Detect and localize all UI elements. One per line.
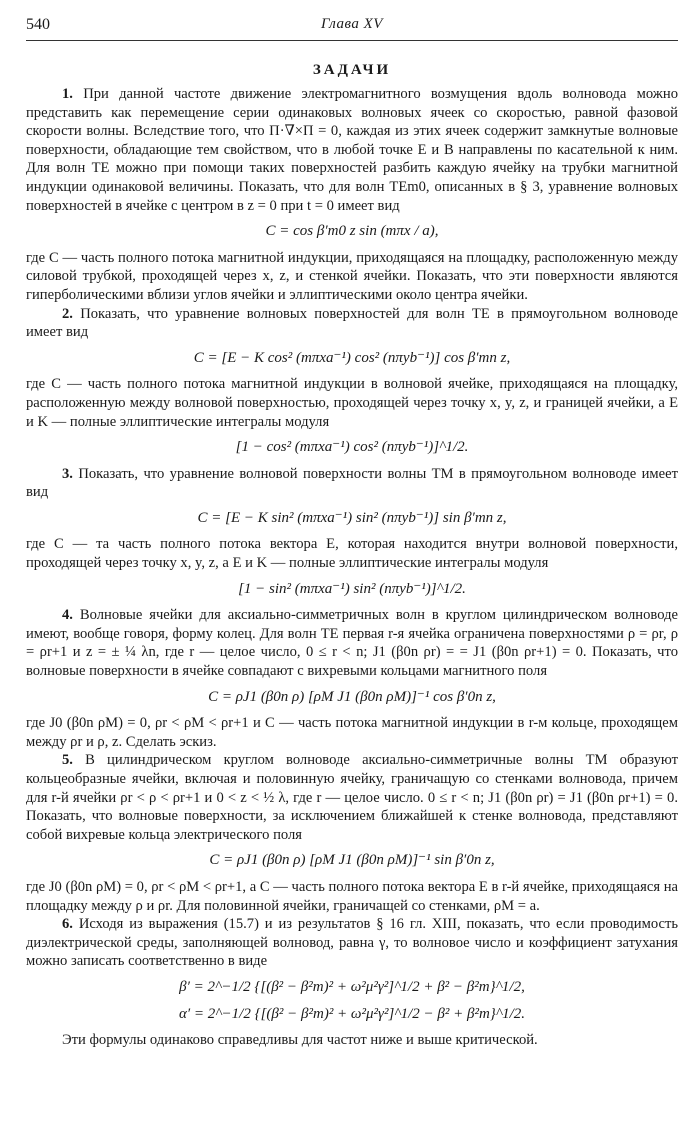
problem-number: 1. (62, 86, 73, 102)
problem-3-continuation: где C — та часть полного потока вектора E, которая находится внутри волновой поверхности, проходящей через точку x, y, z, а E и K — полные эллиптические интегралы модуля (26, 536, 678, 572)
problem-2-continuation: где C — часть полного потока магнитной индукции в волновой ячейке, приходящаяся на площадку, расположенную между волновой поверхностью, проходящей через точку x, y, z, и границей ячейки, а E и K — полные эллиптические интегралы модуля (26, 376, 678, 430)
section-title: ЗАДАЧИ (312, 62, 392, 78)
problem-4 (26, 606, 678, 751)
problem-1-statement (26, 85, 678, 215)
formula: [1 − cos² (mπxa⁻¹) cos² (nπyb⁻¹)]^1/2. (235, 439, 469, 456)
problem-number: 3. (62, 465, 73, 482)
problem-number: 5. (62, 752, 73, 769)
problem-3 (26, 465, 678, 599)
problem-6-statement (26, 915, 678, 971)
problem-1 (26, 85, 678, 305)
problem-number: 4. (62, 607, 73, 624)
problem-2 (26, 305, 678, 457)
formula: C = cos β′m0 z sin (mπx / a), (265, 223, 439, 240)
chapter-title: Глава XV (321, 16, 383, 32)
problem-number: 2. (62, 305, 73, 322)
problem-5 (26, 751, 678, 915)
problem-5-statement (26, 751, 678, 844)
page-header (26, 0, 678, 40)
formula: C = [E − K sin² (mπxa⁻¹) sin² (nπyb⁻¹)] sin β′mn z, (197, 509, 507, 526)
problem-4-statement (26, 606, 678, 680)
formula: β′ = 2^−1/2 {[(β² − β²m)² + ω²μ²γ²]^1/2 + β² − β²m}^1/2, (179, 978, 525, 995)
problem-text: При данной частоте движение электромагнитного возмущения вдоль волновода можно представить как перемещение серии одинаковых волновых ячеек со скоростью, равной фазовой скорости волны. Вследствие того, что Π·∇×Π = 0, каждая из этих ячеек содержит замкнутые волновые поверхности, обладающие тем свойством, что в любой точке E и B направлены по касательной к ним. Для волн TE можно при помощи таких поверхностей разбить каждую ячейку на трубки магнитной индукции одинаковой величины. Показать, что для волн TEm0, описанных в § 3, уравнение волновых поверхностей в ячейке с центром в z = 0 при t = 0 имеет вид (26, 86, 679, 214)
problem-6 (26, 915, 678, 1023)
formula: C = ρJ1 (β0n ρ) [ρM J1 (β0n ρM)]⁻¹ sin β′0n z, (209, 852, 495, 869)
problem-number: 6. (62, 916, 73, 933)
formula: α′ = 2^−1/2 {[(β² − β²m)² + ω²μ²γ²]^1/2 − β² + β²m}^1/2. (178, 1005, 526, 1022)
page-number: 540 (26, 16, 50, 33)
problem-text: Показать, что уравнение волновых поверхностей для волн TE в прямоугольном волноводе имеет вид (26, 305, 678, 341)
problem-3-statement (26, 465, 678, 502)
formula: [1 − sin² (mπxa⁻¹) sin² (nπyb⁻¹)]^1/2. (238, 580, 466, 597)
problem-1-continuation: где C — часть полного потока магнитной индукции, приходящаяся на площадку, расположенную между силовой трубкой, проходящей через x, z, и стенкой ячейки. Показать, что эти поверхности являются гиперболическими вблизи углов ячейки и эллиптическими около центра ячейки. (26, 249, 678, 303)
problem-4-continuation: где J0 (β0n ρM) = 0, ρr < ρM < ρr+1 и C — часть потока магнитной индукции в r-м кольце, проходящем между ρr и ρ, z. Сделать эскиз. (26, 715, 678, 750)
problem-2-statement (26, 305, 678, 342)
header-rule (26, 40, 678, 41)
problem-text: В цилиндрическом круглом волноводе аксиально-симметричные волны TM образуют кольцеобразные ячейки, включая и половинную ячейку, граничащую со стенками волновода, причем для r-й ячейки ρr < ρ < ρr+1 и 0 < z < ½ λ, где r — целое число. 0 ≤ r < n; J1 (β0n ρr) = J1 (β0n ρr+1) = 0. Показать, что волновые поверхности, за исключением ближайшей к стенке волновода, представляют собой вихревые кольца электрического поля (26, 752, 678, 843)
problems-list (26, 85, 678, 1050)
problem-text: Волновые ячейки для аксиально-симметричных волн в круглом цилиндрическом волноводе имеют, вообще говоря, форму колец. Для волн TE первая r-я ячейка ограничена поверхностями ρ = ρr, ρ = ρr+1 и z = ± ¼ λn, где r — целое число, 0 ≤ r < n; J1 (β0n ρr) = = J1 (β0n ρr+1) = 0. Показать, что волновые поверхности в ячейке совпадают с вихревыми кольцами магнитного поля (26, 607, 678, 680)
formula: C = [E − K cos² (mπxa⁻¹) cos² (nπyb⁻¹)] cos β′mn z, (193, 349, 511, 366)
problem-text: Показать, что уравнение волновой поверхности волны TM в прямоугольном волноводе имеет вид (26, 465, 678, 501)
formula: C = ρJ1 (β0n ρ) [ρM J1 (β0n ρM)]⁻¹ cos β′0n z, (208, 688, 496, 705)
closing-remark: Эти формулы одинаково справедливы для частот ниже и выше критической. (62, 1032, 538, 1049)
problem-5-continuation: где J0 (β0n ρM) = 0, ρr < ρM < ρr+1, а C — часть полного потока вектора E в r-й ячейке, приходящаяся на площадку между ρ и ρr. Для половинной ячейки, граничащей со стенками, ρM = a. (26, 878, 678, 914)
problem-text: Исходя из выражения (15.7) и из результатов § 16 гл. XIII, показать, что если проводимость диэлектрической среды, заполняющей волновод, равна γ, то волновое число и коэффициент затухания можно записать соответственно в виде (26, 916, 678, 970)
